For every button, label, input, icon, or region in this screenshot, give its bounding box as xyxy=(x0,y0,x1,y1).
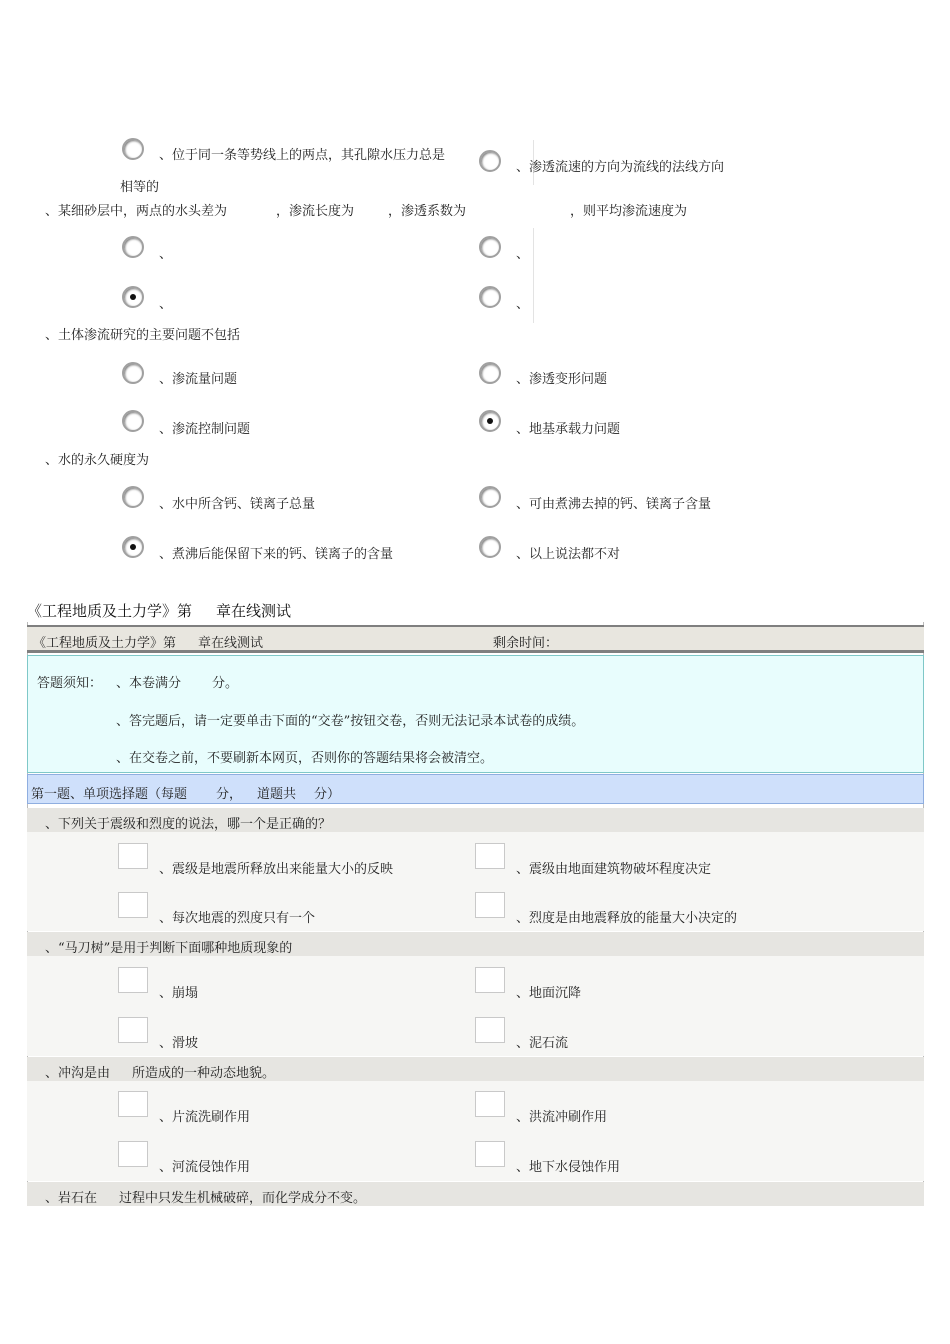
section-header xyxy=(27,774,924,804)
header-title-part2: 章在线测试 xyxy=(198,636,264,651)
question-text: 、下列关于震级和烈度的说法，哪一个是正确的？ xyxy=(45,817,332,832)
option-label: 、河流侵蚀作用 xyxy=(159,1160,251,1175)
option-box[interactable] xyxy=(118,892,148,918)
option-label: 、烈度是由地震释放的能量大小决定的 xyxy=(516,911,738,926)
notice-line3: 、在交卷之前，不要刷新本网页，否则你的答题结果将会被清空。 xyxy=(116,751,494,766)
option-q2-d: 、地基承载力问题 xyxy=(516,422,621,437)
option-label: 、泥石流 xyxy=(516,1036,569,1051)
radio-q3-d[interactable] xyxy=(479,536,501,558)
option-label: 、地面沉降 xyxy=(516,986,582,1001)
option-q3-d: 、以上说法都不对 xyxy=(516,547,621,562)
option-label: 、洪流冲刷作用 xyxy=(516,1110,608,1125)
option-q2-a: 、渗流量问题 xyxy=(159,372,238,387)
question-text-part1: 、岩石在 xyxy=(45,1191,98,1206)
option-label: 、地下水侵蚀作用 xyxy=(516,1160,621,1175)
radio-prev-a[interactable] xyxy=(122,138,144,160)
option-q3-c: 、煮沸后能保留下来的钙、镁离子的含量 xyxy=(159,547,394,562)
radio-q3-a[interactable] xyxy=(122,486,144,508)
radio-q3-c-selected[interactable] xyxy=(122,536,144,558)
option-label: 、片流洗刷作用 xyxy=(159,1110,251,1125)
test-title xyxy=(27,600,291,621)
option-label: 、震级是地震所释放出来能量大小的反映 xyxy=(159,862,394,877)
question-text-part2: 所造成的一种动态地貌。 xyxy=(132,1066,276,1081)
notice-line1-a: 、本卷满分 xyxy=(116,676,182,691)
radio-prev-b[interactable] xyxy=(479,150,501,172)
option-q1-d: 、 xyxy=(516,297,530,312)
option-box[interactable] xyxy=(475,1141,505,1167)
option-q2-b: 、渗透变形问题 xyxy=(516,372,608,387)
test-title-part1: 《工程地质及土力学》第 xyxy=(27,602,193,620)
notice-line1-b: 分。 xyxy=(212,676,239,691)
option-prev-b: 、渗透流速的方向为流线的法线方向 xyxy=(516,160,725,175)
radio-q2-b[interactable] xyxy=(479,362,501,384)
question-text xyxy=(45,1062,275,1081)
question-text: 、土体渗流研究的主要问题不包括 xyxy=(45,328,241,343)
test-header-bar xyxy=(27,625,924,653)
option-q1-c: 、 xyxy=(159,297,173,312)
question-text-part2: 过程中只发生机械破碎，而化学成分不变。 xyxy=(119,1191,367,1206)
option-box[interactable] xyxy=(118,967,148,993)
option-box[interactable] xyxy=(475,892,505,918)
section-header-a: 第一题、单项选择题（每题 xyxy=(31,787,188,802)
notice-label: 答题须知： xyxy=(37,676,103,691)
option-box[interactable] xyxy=(118,843,148,869)
option-box[interactable] xyxy=(118,1017,148,1043)
option-box[interactable] xyxy=(475,967,505,993)
section-header-d: 分） xyxy=(314,787,341,802)
test-title-part2: 章在线测试 xyxy=(216,602,292,620)
option-label: 、每次地震的烈度只有一个 xyxy=(159,911,316,926)
option-label: 、震级由地面建筑物破坏程度决定 xyxy=(516,862,712,877)
option-box[interactable] xyxy=(118,1141,148,1167)
question-text-part4: ，则平均渗流速度为 xyxy=(570,204,688,219)
option-prev-a: 、位于同一条等势线上的两点，其孔隙水压力总是 xyxy=(159,148,446,163)
option-box[interactable] xyxy=(118,1091,148,1117)
question-text-part3: ，渗透系数为 xyxy=(388,204,467,219)
notice-box xyxy=(27,655,924,773)
question-text-part1: 、冲沟是由 xyxy=(45,1066,111,1081)
question-text: 、某细砂层中，两点的水头差为 xyxy=(45,204,228,219)
radio-q3-b[interactable] xyxy=(479,486,501,508)
radio-q1-a[interactable] xyxy=(122,236,144,258)
option-prev-a-cont: 相等的 xyxy=(120,180,160,195)
radio-q1-b[interactable] xyxy=(479,236,501,258)
option-q3-a: 、水中所含钙、镁离子总量 xyxy=(159,497,316,512)
radio-q2-d-selected[interactable] xyxy=(479,410,501,432)
header-title xyxy=(33,632,263,651)
option-label: 、崩塌 xyxy=(159,986,199,1001)
section-header-c: 道题共 xyxy=(257,787,297,802)
question-text-part2: ，渗流长度为 xyxy=(276,204,355,219)
timer-label: 剩余时间： xyxy=(493,636,559,651)
option-box[interactable] xyxy=(475,843,505,869)
question-text: 、“马刀树”是用于判断下面哪种地质现象的 xyxy=(45,941,293,956)
question-text xyxy=(45,1187,366,1206)
radio-q1-d[interactable] xyxy=(479,286,501,308)
question-text: 、水的永久硬度为 xyxy=(45,453,150,468)
radio-q2-a[interactable] xyxy=(122,362,144,384)
option-box[interactable] xyxy=(475,1017,505,1043)
radio-q1-c-selected[interactable] xyxy=(122,286,144,308)
radio-q2-c[interactable] xyxy=(122,410,144,432)
option-label: 、滑坡 xyxy=(159,1036,199,1051)
header-title-part1: 《工程地质及土力学》第 xyxy=(33,636,177,651)
notice-line2: 、答完题后，请一定要单击下面的“交卷”按钮交卷，否则无法记录本试卷的成绩。 xyxy=(116,714,585,729)
option-q2-c: 、渗流控制问题 xyxy=(159,422,251,437)
section-header-b: 分， xyxy=(216,787,243,802)
option-q1-b: 、 xyxy=(516,247,530,262)
option-box[interactable] xyxy=(475,1091,505,1117)
option-q1-a: 、 xyxy=(159,247,173,262)
option-q3-b: 、可由煮沸去掉的钙、镁离子含量 xyxy=(516,497,712,512)
